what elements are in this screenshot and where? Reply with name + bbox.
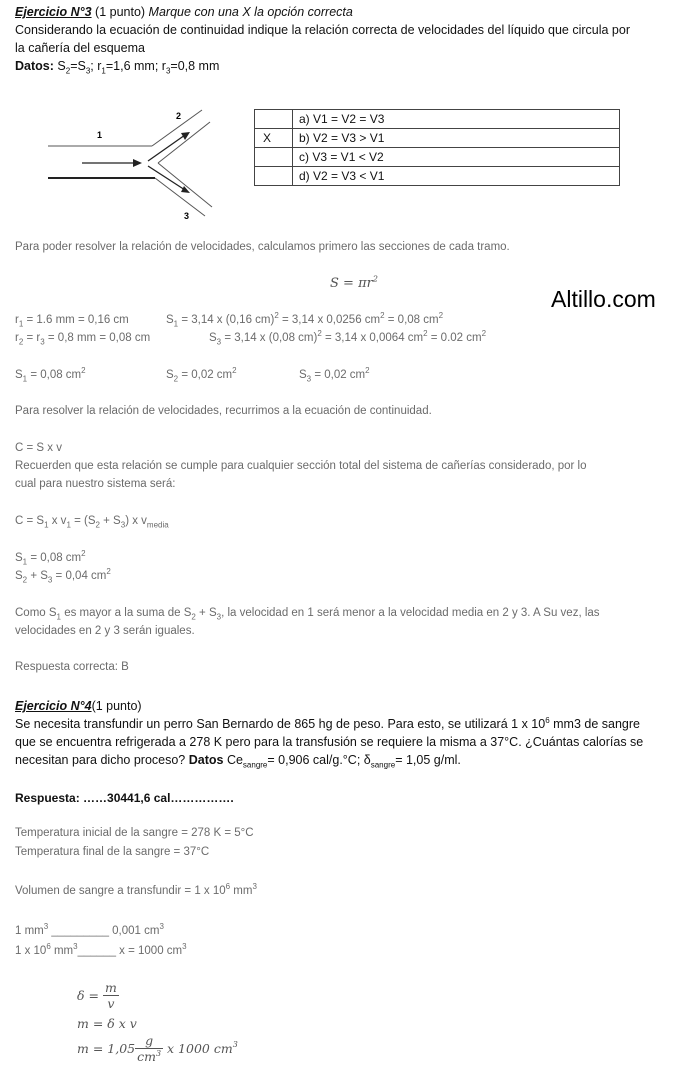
- datos-sub: 1: [101, 66, 106, 76]
- ex3-instruction: Marque con una X la opción correcta: [148, 5, 353, 19]
- math-text: 1 mm: [15, 925, 44, 937]
- math-sub: 2: [22, 575, 28, 585]
- math-text: = r: [23, 332, 41, 344]
- ex3-points: (1 punto): [91, 5, 149, 19]
- math-sup: 2: [423, 329, 428, 339]
- option-label: d) V2 = V3 < V1: [293, 167, 620, 186]
- math-sub: 3: [40, 337, 45, 347]
- conclusion-line2: velocidades en 2 y 3 serán iguales.: [15, 625, 195, 637]
- s2-s3-value: [15, 567, 111, 585]
- math-sub: 3: [306, 374, 312, 384]
- continuity-system-eq: [15, 515, 169, 530]
- recuerden-line2: cual para nuestro sistema será:: [15, 478, 176, 490]
- math-sup: 3: [159, 922, 164, 932]
- s3-calc: [209, 329, 487, 347]
- fraction-denominator: [135, 1049, 163, 1064]
- math-text: S: [299, 369, 307, 381]
- datos-sub: 3: [85, 66, 91, 76]
- math-sup: 3: [43, 922, 49, 932]
- sum-s1: [15, 366, 86, 384]
- r1-line: [15, 314, 129, 329]
- datos-text: ; r: [90, 59, 102, 73]
- branch-label-3: 3: [184, 211, 190, 221]
- math-sub: 1: [22, 374, 28, 384]
- math-text: S: [166, 314, 174, 326]
- math-sup: 3: [73, 942, 78, 952]
- math-sup: 3: [252, 882, 257, 892]
- branch-2-inner-wall: [158, 122, 210, 163]
- math-text: + S: [99, 515, 121, 527]
- math-sub: 2: [173, 374, 179, 384]
- math-sub: 1: [173, 319, 179, 329]
- math-text: = 0,08 cm: [27, 369, 82, 381]
- math-text: = 1.6 mm = 0,16 cm: [23, 314, 129, 326]
- conclusion-line1: [15, 607, 600, 622]
- math-sub: 1: [66, 520, 71, 530]
- continuity-text: Para resolver la relación de velocidades, recurrimos a la ecuación de continuidad.: [15, 405, 432, 417]
- math-sub: media: [146, 520, 169, 530]
- fraction-numerator: m: [104, 980, 117, 995]
- ex3-header: [15, 3, 353, 21]
- temp-initial: Temperatura inicial de la sangre = 278 K = 5°C: [15, 827, 254, 839]
- datos-text: =0,8 mm: [170, 59, 220, 73]
- option-label: c) V3 = V1 < V2: [293, 148, 620, 167]
- temp-final: Temperatura final de la sangre = 37°C: [15, 846, 210, 858]
- math-sup: 2: [317, 329, 322, 339]
- sum-s2: [166, 366, 237, 384]
- datos-sub: 2: [65, 66, 71, 76]
- ex4-text: = 0,906 cal/g.°C; δ: [267, 753, 371, 767]
- ex4-text: Se necesita transfundir un perro San Bernardo de 865 hg de peso. Para esto, se utilizará 1 x 10: [15, 717, 546, 731]
- math-sub: 3: [47, 575, 53, 585]
- fraction-numerator: g: [135, 1033, 163, 1049]
- math-text: = 0.02 cm: [427, 332, 482, 344]
- fraction: [103, 980, 119, 1011]
- math-text: 1 x 10: [15, 945, 47, 957]
- fraction: [135, 1033, 163, 1064]
- math-text: Como S: [15, 607, 57, 619]
- datos-text: =1,6 mm; r: [105, 59, 166, 73]
- math-text: = 3,14 x (0,16 cm): [178, 314, 275, 326]
- ex4-header: [15, 697, 142, 715]
- ex4-line1: [15, 715, 640, 733]
- math-text: _________ 0,001 cm: [48, 925, 160, 937]
- math-text: S: [166, 369, 174, 381]
- flow-arrow-3-head: [181, 186, 190, 193]
- math-sub: 3: [216, 612, 222, 622]
- formula-exp: 2: [372, 274, 378, 284]
- math-sub: 2: [191, 612, 196, 622]
- conversion-line2: [15, 942, 187, 957]
- math-text: S: [15, 552, 23, 564]
- c-equation: C = S x v: [15, 442, 62, 454]
- ex3-statement-line1: Considerando la ecuación de continuidad indique la relación correcta de velocidades del líquido que circula por: [15, 23, 630, 37]
- response-label: Respuesta:: [15, 791, 80, 805]
- math-text: = 3,14 x 0,0256 cm: [278, 314, 381, 326]
- math-sub: 1: [22, 557, 28, 567]
- math-text: + S: [27, 570, 48, 582]
- math-sup: 2: [274, 311, 279, 321]
- math-sup: 6: [225, 882, 231, 892]
- branch-label-2: 2: [176, 111, 182, 121]
- formula-text: x 1000 cm: [163, 1041, 233, 1056]
- ex4-response: [15, 789, 234, 807]
- branch-3-outer-wall: [155, 178, 205, 216]
- datos-text: S: [57, 59, 66, 73]
- math-text: = (S: [70, 515, 96, 527]
- flow-arrow-1-head: [133, 159, 142, 167]
- option-label: a) V1 = V2 = V3: [293, 110, 620, 129]
- formula-text: δ =: [77, 988, 103, 1003]
- math-text: x v: [48, 515, 67, 527]
- datos-sub: 3: [165, 66, 171, 76]
- math-sub: 2: [18, 337, 24, 347]
- math-sup: 2: [81, 549, 86, 559]
- datos-text: =S: [70, 59, 86, 73]
- ex3-title: Ejercicio N°3: [15, 5, 92, 19]
- pipe-diagram: [40, 102, 240, 227]
- formula-sup: 3: [232, 1039, 238, 1049]
- formula-text: cm: [137, 1049, 156, 1064]
- mass-calc-formula: [77, 1033, 238, 1064]
- math-sub: 1: [18, 319, 24, 329]
- fraction-denominator: v: [107, 996, 115, 1011]
- option-row-a[interactable]: [255, 110, 620, 129]
- math-text: ) x v: [125, 515, 147, 527]
- ex4-text: Ce: [223, 753, 243, 767]
- math-sup: 3: [182, 942, 187, 952]
- blood-volume: [15, 882, 257, 897]
- math-sup: 2: [380, 311, 385, 321]
- math-sub: 3: [120, 520, 126, 530]
- ex4-title: Ejercicio N°4: [15, 699, 92, 713]
- section-formula: [330, 276, 378, 291]
- math-sub: 1: [44, 520, 49, 530]
- math-text: = 3,14 x (0,08 cm): [221, 332, 318, 344]
- math-sub: 2: [95, 520, 100, 530]
- option-mark[interactable]: [255, 167, 293, 186]
- math-text: = 0,08 cm: [384, 314, 439, 326]
- math-sub: 1: [56, 612, 61, 622]
- math-text: + S: [195, 607, 217, 619]
- ex4-sub: sangre: [370, 760, 396, 770]
- ex4-text: necesitan para dicho proceso?: [15, 753, 189, 767]
- ex4-text: = 1,05 g/ml.: [395, 753, 461, 767]
- option-row-d[interactable]: [255, 167, 620, 186]
- math-text: = 0,08 cm: [27, 552, 82, 564]
- ex4-line3: [15, 751, 461, 769]
- math-text: Volumen de sangre a transfundir = 1 x 10: [15, 885, 226, 897]
- formula-text: S = πr: [330, 276, 373, 291]
- math-text: , la velocidad en 1 será menor a la velocidad media en 2 y 3. A Su vez, las: [221, 607, 600, 619]
- math-sub: 3: [216, 337, 222, 347]
- math-sup: 2: [438, 311, 444, 321]
- math-text: = 0,04 cm: [52, 570, 107, 582]
- math-text: = 0,8 mm = 0,08 cm: [44, 332, 151, 344]
- sol3-intro: Para poder resolver la relación de velocidades, calculamos primero las secciones de cada tramo.: [15, 241, 510, 253]
- math-text: = 0,02 cm: [178, 369, 233, 381]
- s1-value: [15, 549, 86, 567]
- ex4-text: mm3 de sangre: [549, 717, 640, 731]
- ex4-points: (1 punto): [91, 699, 142, 713]
- watermark: Altillo.com: [551, 286, 656, 312]
- ex3-datos: [15, 57, 219, 75]
- conversion-line1: [15, 922, 164, 937]
- flow-arrow-2: [148, 135, 185, 161]
- math-text: mm: [50, 945, 74, 957]
- math-text: C = S: [15, 515, 45, 527]
- sum-s3: [299, 366, 370, 384]
- response-value: ……30441,6 cal…………….: [79, 791, 234, 805]
- datos-label: Datos:: [15, 59, 54, 73]
- r2-line: [15, 332, 151, 347]
- ex4-datos-label: Datos: [188, 753, 224, 767]
- math-text: ______ x = 1000 cm: [77, 945, 183, 957]
- formula-sup: 3: [155, 1048, 162, 1058]
- math-sup: 2: [106, 567, 111, 577]
- ex4-line2: que se encuentra refrigerada a 278 K pero para la transfusión se requiere la misma a 37°C. ¿Cuántas calorías se: [15, 735, 644, 749]
- density-formula: [77, 980, 119, 1011]
- math-sup: 2: [365, 366, 370, 376]
- math-text: S: [15, 369, 23, 381]
- option-row-b[interactable]: [255, 129, 620, 148]
- options-table: [254, 109, 620, 186]
- math-text: = 0,02 cm: [311, 369, 366, 381]
- math-sup: 6: [46, 942, 51, 952]
- ex3-statement-line2: la cañería del esquema: [15, 41, 145, 55]
- math-text: r: [15, 332, 19, 344]
- option-row-c[interactable]: [255, 148, 620, 167]
- math-text: es mayor a la suma de S: [61, 607, 192, 619]
- math-text: S: [209, 332, 217, 344]
- branch-label-1: 1: [97, 130, 103, 140]
- recuerden-line1: Recuerden que esta relación se cumple para cualquier sección total del sistema de cañerías considerado, por lo: [15, 460, 587, 472]
- mass-formula: m = δ x v: [77, 1016, 137, 1031]
- answer-text: Respuesta correcta: B: [15, 661, 129, 673]
- math-text: r: [15, 314, 19, 326]
- math-sup: 2: [232, 366, 237, 376]
- option-mark[interactable]: [255, 110, 293, 129]
- option-mark[interactable]: [255, 148, 293, 167]
- math-text: = 3,14 x 0,0064 cm: [321, 332, 424, 344]
- ex4-sub: sangre: [242, 760, 268, 770]
- math-text: S: [15, 570, 23, 582]
- option-mark[interactable]: X: [255, 129, 293, 148]
- ex4-sup: 6: [545, 715, 550, 725]
- s1-calc: [166, 311, 444, 329]
- math-sup: 2: [481, 329, 487, 339]
- math-sup: 2: [81, 366, 86, 376]
- formula-text: m = 1,05: [77, 1041, 136, 1056]
- option-label: b) V2 = V3 > V1: [293, 129, 620, 148]
- math-text: mm: [230, 885, 253, 897]
